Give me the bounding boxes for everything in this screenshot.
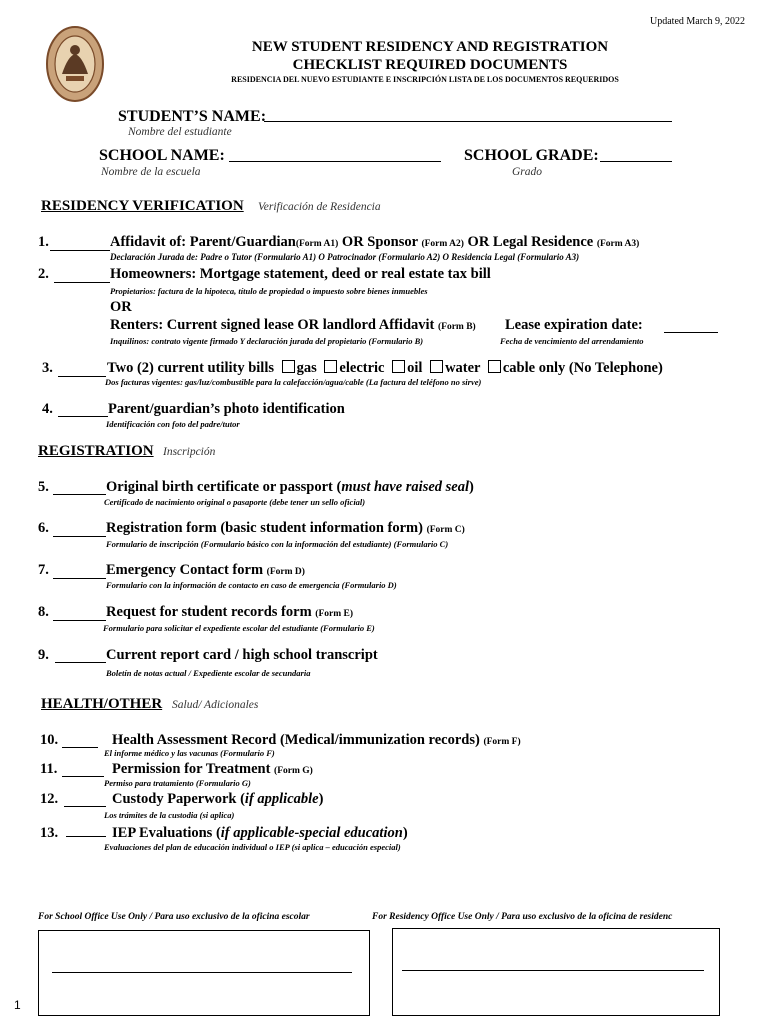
item-10-es: El informe médico y las vacunas (Formulario F) — [104, 748, 275, 758]
subtitle-es: RESIDENCIA DEL NUEVO ESTUDIANTE E INSCRIPCIÓN LISTA DE LOS DOCUMENTOS REQUERIDOS — [231, 75, 619, 84]
school-name-label: SCHOOL NAME: — [99, 147, 225, 164]
item-3-check-line[interactable] — [58, 376, 106, 377]
item-13-number: 13. — [40, 825, 59, 841]
item-8-es: Formulario para solicitar el expediente escolar del estudiante (Formulario E) — [103, 623, 375, 633]
student-name-es: Nombre del estudiante — [128, 126, 232, 138]
item-12-es: Los trámites de la custodia (si aplica) — [104, 810, 235, 820]
item-10-check-line[interactable] — [62, 747, 98, 748]
item-8-check-line[interactable] — [53, 620, 106, 621]
item-9-number: 9. — [38, 647, 49, 663]
item-2-check-line[interactable] — [54, 282, 110, 283]
item-11-text: Permission for Treatment (Form G) — [112, 761, 313, 777]
item-10-text: Health Assessment Record (Medical/immunization records) (Form F) — [112, 732, 521, 748]
item-1-check-line[interactable] — [50, 250, 110, 251]
item-6-es: Formulario de inscripción (Formulario básico con la información del estudiante) (Formulario C) — [106, 539, 449, 549]
item-5-number: 5. — [38, 479, 49, 495]
school-office-label: For School Office Use Only / Para uso exclusivo de la oficina escolar — [38, 912, 310, 922]
page-number: 1 — [14, 998, 21, 1012]
item-7-es: Formulario con la información de contacto en caso de emergencia (Formulario D) — [106, 580, 397, 590]
electric-checkbox[interactable] — [324, 360, 337, 373]
item-3-text: Two (2) current utility bills gas electric oil water cable only (No Telephone) — [107, 360, 663, 376]
lease-expiration-label: Lease expiration date: — [505, 317, 643, 333]
item-3-number: 3. — [42, 360, 53, 376]
residency-heading: RESIDENCY VERIFICATION — [41, 198, 244, 214]
item-8-text: Request for student records form (Form E) — [106, 604, 354, 620]
item-3-es: Dos facturas vigentes: gas/luz/combustible para la calefacción/agua/cable (La factura del teléfono no sirve) — [105, 377, 482, 387]
item-1-number: 1. — [38, 234, 49, 250]
residency-office-line[interactable] — [402, 970, 704, 971]
school-name-es: Nombre de la escuela — [101, 166, 201, 178]
item-12-number: 12. — [40, 791, 59, 807]
item-2-number: 2. — [38, 266, 49, 282]
item-6-text: Registration form (basic student information form) (Form C) — [106, 520, 465, 536]
registration-heading: REGISTRATION — [38, 443, 154, 459]
item-2-or: OR — [110, 299, 132, 315]
health-heading-es: Salud/ Adicionales — [172, 699, 259, 711]
school-office-box[interactable] — [38, 930, 370, 1016]
item-5-es: Certificado de nacimiento original o pasaporte (debe tener un sello oficial) — [104, 497, 366, 507]
item-11-number: 11. — [40, 761, 58, 777]
item-7-text: Emergency Contact form (Form D) — [106, 562, 305, 578]
school-grade-label: SCHOOL GRADE: — [464, 147, 599, 164]
residency-office-label: For Residency Office Use Only / Para uso exclusivo de la oficina de residenc — [372, 912, 673, 922]
item-4-es: Identificación con foto del padre/tutor — [106, 419, 240, 429]
student-name-field[interactable] — [264, 121, 672, 122]
cable-checkbox[interactable] — [488, 360, 501, 373]
item-13-text: IEP Evaluations (if applicable-special education) — [112, 825, 408, 841]
item-12-text: Custody Paperwork (if applicable) — [112, 791, 324, 807]
item-8-number: 8. — [38, 604, 49, 620]
item-10-number: 10. — [40, 732, 59, 748]
title-line-1: NEW STUDENT RESIDENCY AND REGISTRATION — [251, 39, 609, 55]
residency-office-box[interactable] — [392, 928, 720, 1016]
oil-checkbox[interactable] — [392, 360, 405, 373]
school-grade-es: Grado — [512, 166, 543, 178]
lease-expiration-field[interactable] — [664, 332, 718, 333]
item-13-check-line[interactable] — [66, 836, 106, 837]
updated-date: Updated March 9, 2022 — [650, 16, 745, 27]
item-4-text: Parent/guardian’s photo identification — [108, 401, 345, 417]
student-name-label: STUDENT’S NAME: — [118, 108, 267, 125]
item-13-es: Evaluaciones del plan de educación individual o IEP (si aplica – educación especial) — [104, 842, 401, 852]
school-name-field[interactable] — [229, 161, 441, 162]
lease-expiration-es: Fecha de vencimiento del arrendamiento — [500, 336, 644, 346]
school-grade-field[interactable] — [600, 161, 672, 162]
gas-checkbox[interactable] — [282, 360, 295, 373]
item-5-check-line[interactable] — [53, 494, 106, 495]
item-11-es: Permiso para tratamiento (Formulario G) — [104, 778, 251, 788]
item-2-text: Homeowners: Mortgage statement, deed or real estate tax bill — [110, 266, 491, 282]
item-6-check-line[interactable] — [53, 536, 106, 537]
item-7-number: 7. — [38, 562, 49, 578]
item-9-check-line[interactable] — [55, 662, 106, 663]
item-1-es: Declaración Jurada de: Padre o Tutor (Formulario A1) O Patrocinador (Formulario A2) O Residencia Legal (Formulario A3) — [110, 252, 580, 262]
item-4-check-line[interactable] — [58, 416, 108, 417]
item-2-renters-es: Inquilinos: contrato vigente firmado Y declaración jurada del propietario (Formulario B) — [110, 336, 424, 346]
item-11-check-line[interactable] — [62, 776, 104, 777]
item-9-es: Boletín de notas actual / Expediente escolar de secundaria — [106, 668, 311, 678]
school-office-line[interactable] — [52, 972, 352, 973]
item-9-text: Current report card / high school transcript — [106, 647, 378, 663]
item-4-number: 4. — [42, 401, 53, 417]
item-5-text: Original birth certificate or passport (must have raised seal) — [106, 479, 474, 495]
item-2-es: Propietarios: factura de la hipoteca, título de propiedad o impuesto sobre bienes inmuebles — [110, 286, 428, 296]
item-1-text: Affidavit of: Parent/Guardian(Form A1) OR Sponsor (Form A2) OR Legal Residence (Form A3) — [110, 234, 640, 250]
title-line-2: CHECKLIST REQUIRED DOCUMENTS — [292, 57, 568, 73]
residency-heading-es: Verificación de Residencia — [258, 201, 381, 213]
item-2-renters: Renters: Current signed lease OR landlord Affidavit (Form B) — [110, 317, 476, 333]
item-12-check-line[interactable] — [64, 806, 106, 807]
item-7-check-line[interactable] — [53, 578, 106, 579]
water-checkbox[interactable] — [430, 360, 443, 373]
item-6-number: 6. — [38, 520, 49, 536]
health-heading: HEALTH/OTHER — [41, 696, 163, 712]
registration-heading-es: Inscripción — [163, 446, 216, 458]
